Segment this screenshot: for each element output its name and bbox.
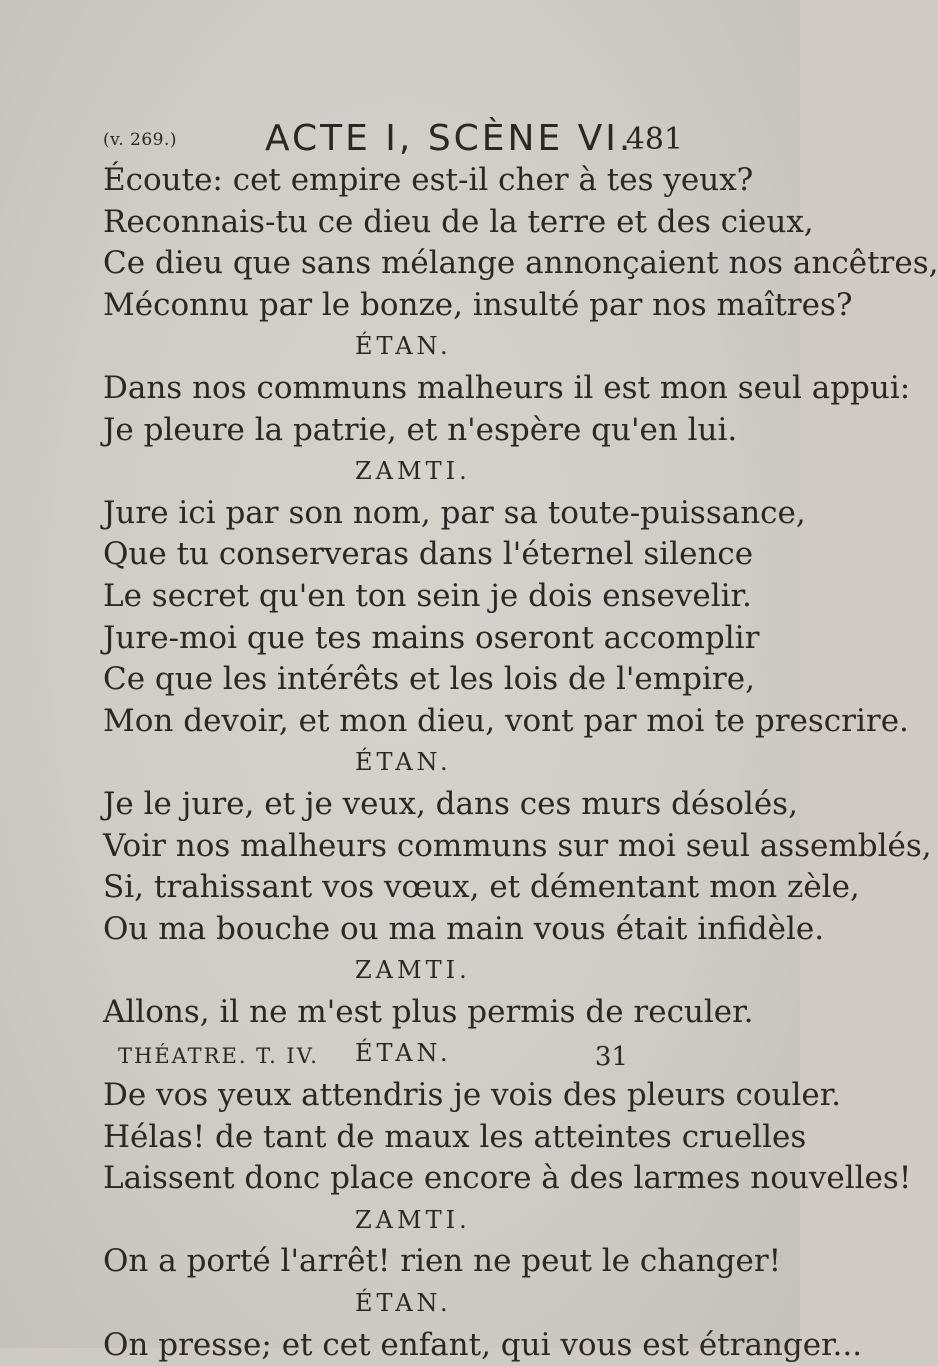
verse-line: Je le jure, et je veux, dans ces murs désolés,: [103, 785, 798, 822]
verse-line: On presse; et cet enfant, qui vous est étranger...: [103, 1326, 863, 1363]
verse-line: Écoute: cet empire est-il cher à tes yeux?: [103, 162, 754, 198]
signature-number: 31: [594, 1042, 628, 1072]
verse-line: Hélas! de tant de maux les atteintes cruelles: [103, 1118, 807, 1155]
verse-line: Ou ma bouche ou ma main vous était infidèle.: [103, 910, 825, 947]
verse-line: Laissent donc place encore à des larmes nouvelles!: [103, 1160, 912, 1197]
verse-line: Méconnu par le bonze, insulté par nos maîtres?: [103, 286, 853, 323]
verse-line: De vos yeux attendris je vois des pleurs couler.: [103, 1077, 841, 1114]
act-scene-title: ACTE I, SCÈNE VI.: [265, 118, 634, 159]
verse-line: Ce dieu que sans mélange annonçaient nos ancêtres,: [103, 245, 938, 282]
running-head: [103, 118, 683, 158]
verse-text: [103, 160, 938, 1366]
verse-line: Jure-moi que tes mains oseront accomplir: [103, 619, 760, 656]
speaker-name: ÉTAN.: [355, 332, 452, 361]
page-footer: [118, 1042, 628, 1082]
printer-signature: THÉATRE. T. IV.: [118, 1044, 319, 1068]
verse-line: Ce que les intérêts et les lois de l'empire,: [103, 661, 755, 698]
verse-reference: (v. 269.): [103, 130, 178, 150]
speaker-name: ZAMTI.: [355, 457, 471, 486]
verse-line: Je pleure la patrie, et n'espère qu'en lui.: [103, 411, 738, 448]
verse-line: Voir nos malheurs communs sur moi seul assemblés,: [103, 827, 932, 864]
verse-line: Que tu conserveras dans l'éternel silence: [103, 536, 754, 573]
speaker-name: ZAMTI.: [355, 956, 471, 985]
verse-line: On a porté l'arrêt! rien ne peut le changer!: [103, 1243, 782, 1280]
verse-line: Dans nos communs malheurs il est mon seul appui:: [103, 369, 911, 406]
speaker-name: ÉTAN.: [355, 1289, 452, 1318]
speaker-name: ÉTAN.: [355, 1039, 452, 1068]
speaker-name: ÉTAN.: [355, 748, 452, 777]
verse-line: Allons, il ne m'est plus permis de reculer.: [103, 993, 754, 1030]
page-number: 481: [625, 122, 683, 157]
verse-line: Le secret qu'en ton sein je dois ensevelir.: [103, 577, 752, 614]
verse-line: Mon devoir, et mon dieu, vont par moi te prescrire.: [103, 702, 909, 739]
verse-line: Jure ici par son nom, par sa toute-puissance,: [103, 494, 806, 531]
verse-line: Reconnais-tu ce dieu de la terre et des cieux,: [103, 203, 814, 240]
speaker-name: ZAMTI.: [355, 1205, 471, 1234]
verse-line: Si, trahissant vos vœux, et démentant mon zèle,: [103, 869, 860, 906]
